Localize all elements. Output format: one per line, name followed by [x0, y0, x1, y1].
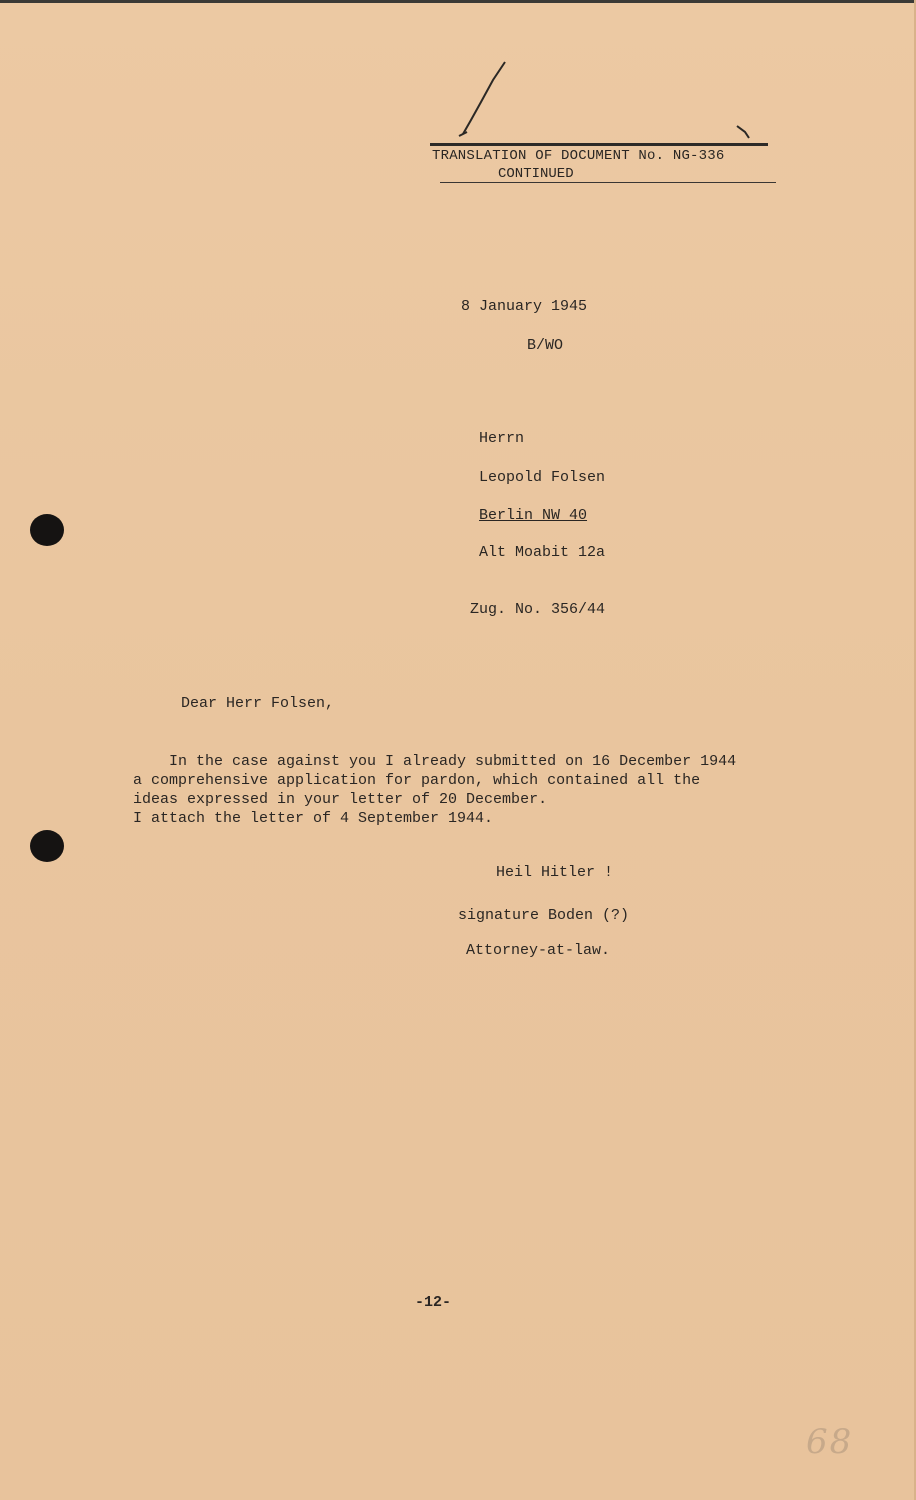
recipient-name: Leopold Folsen [479, 469, 606, 486]
document-subtitle: CONTINUED [498, 166, 574, 182]
recipient-city: Berlin NW 40 [479, 507, 588, 524]
punch-hole-bottom [30, 830, 64, 862]
pencil-note: 68 [806, 1422, 854, 1462]
letter-body: In the case against you I already submitted on 16 December 1944 a comprehensive application for pardon, which contained all the ideas expressed in your letter of 20 December. I attach the letter of 4 September 1944. [133, 753, 737, 827]
recipient-title: Herrn [479, 430, 525, 447]
pen-stroke-mark [445, 58, 765, 148]
letter-closing: Heil Hitler ! [496, 864, 614, 881]
page-number: -12- [415, 1294, 452, 1311]
punch-hole-top [30, 514, 64, 546]
file-number: Zug. No. 356/44 [470, 601, 606, 618]
header-underline [440, 182, 776, 183]
signature-line: signature Boden (?) [458, 907, 630, 924]
document-title: TRANSLATION OF DOCUMENT No. NG-336 [432, 148, 725, 164]
recipient-street: Alt Moabit 12a [479, 544, 606, 561]
letter-reference: B/WO [527, 337, 564, 354]
letter-date: 8 January 1945 [461, 298, 588, 315]
top-edge [0, 0, 916, 3]
header-rule [430, 143, 768, 146]
signer-title: Attorney-at-law. [466, 942, 611, 959]
letter-greeting: Dear Herr Folsen, [181, 695, 335, 712]
